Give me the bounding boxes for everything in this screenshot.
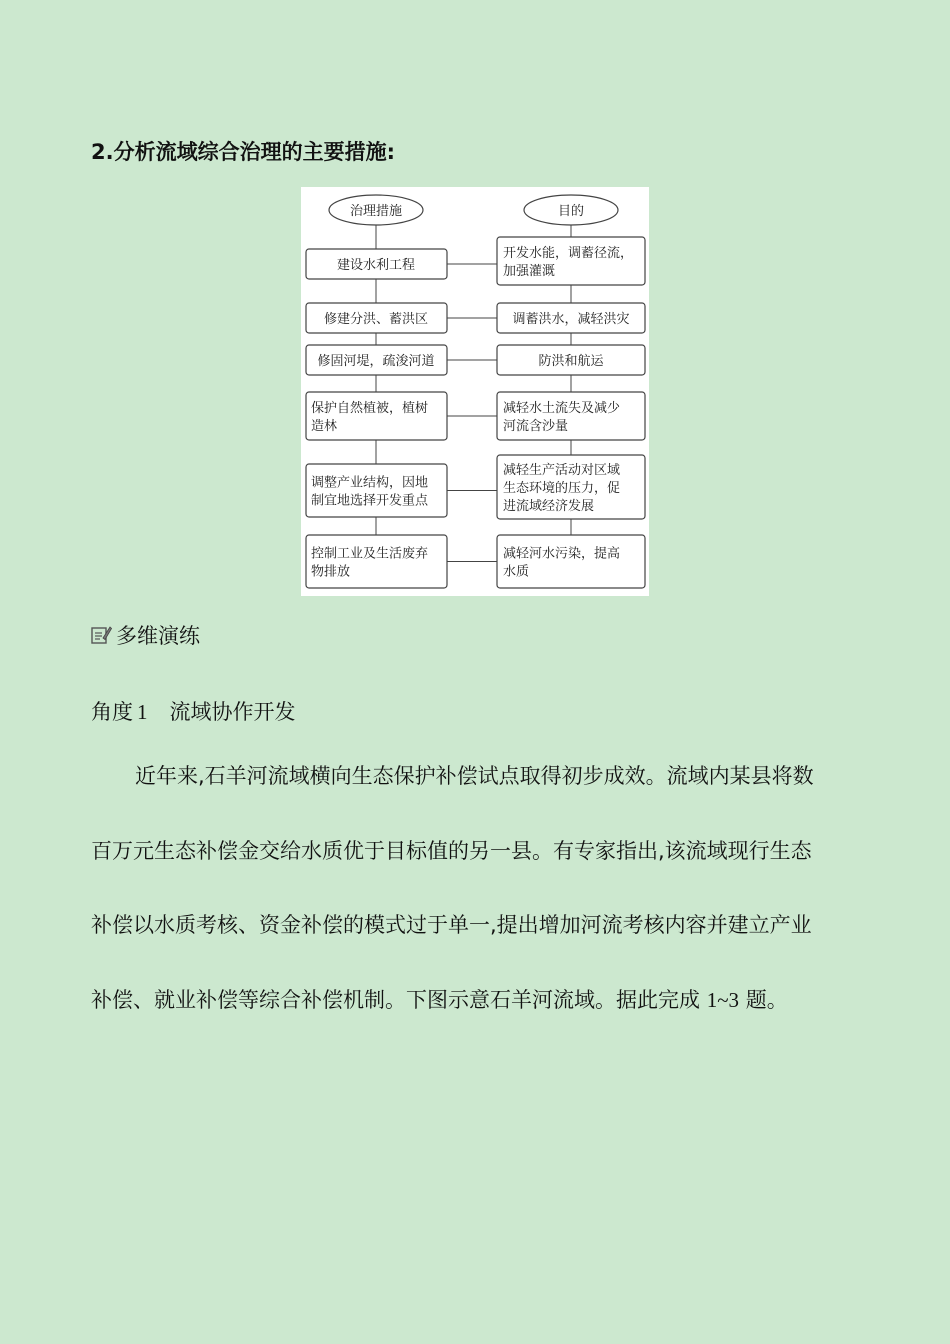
paragraph-tail: 题。: [739, 987, 788, 1012]
angle-prefix: 角度: [91, 700, 133, 724]
purpose-text: 生态环境的压力，促: [503, 481, 621, 496]
paragraph-line-text: 补偿、就业补偿等综合补偿机制。下图示意石羊河流域。据此完成: [91, 987, 707, 1012]
flow-diagram-svg: [301, 187, 649, 596]
purpose-text: 水质: [503, 564, 530, 580]
measure-text: 修建分洪、蓄洪区: [323, 312, 429, 327]
practice-title: 多维演练: [116, 624, 200, 648]
angle-title: 流域协作开发: [169, 700, 296, 724]
measure-text: 造林: [311, 419, 338, 434]
purpose-text: 进流域经济发展: [503, 499, 595, 514]
measure-text: 物排放: [311, 564, 351, 580]
measure-text: 保护自然植被，植树: [311, 401, 429, 416]
measure-box: [306, 464, 447, 517]
purpose-text: 减轻生产活动对区域: [503, 463, 621, 478]
measure-text: 控制工业及生活废弃: [311, 546, 429, 562]
measure-text: 修固河堤，疏浚河道: [317, 354, 435, 369]
right-header-text: 目的: [557, 204, 585, 219]
note-edit-icon: [90, 624, 112, 646]
paragraph-line: 近年来,石羊河流域横向生态保护补偿试点取得初步成效。流域内某县将数: [135, 764, 814, 788]
purpose-text: 加强灌溉: [503, 264, 556, 279]
paragraph-line: 补偿以水质考核、资金补偿的模式过于单一,提出增加河流考核内容并建立产业: [91, 913, 812, 937]
section-heading: 2.分析流域综合治理的主要措施:: [91, 140, 395, 164]
purpose-text: 减轻河水污染，提高: [503, 546, 621, 562]
measure-text: 调整产业结构，因地: [311, 475, 429, 491]
paragraph-line-last: [91, 976, 871, 1051]
measure-text: 建设水利工程: [336, 258, 416, 273]
left-header-text: 治理措施: [349, 204, 403, 219]
practice-header: [90, 620, 200, 650]
purpose-box: [497, 535, 645, 588]
paragraph-line: 百万元生态补偿金交给水质优于目标值的另一县。有专家指出,该流域现行生态: [91, 838, 812, 863]
purpose-text: 防洪和航运: [538, 354, 604, 369]
measure-text: 制宜地选择开发重点: [311, 493, 429, 509]
measures-purpose-diagram: [301, 187, 649, 596]
purpose-text: 河流含沙量: [503, 419, 569, 434]
purpose-text: 开发水能，调蓄径流，: [503, 246, 634, 261]
question-range: 1~3: [706, 987, 740, 1012]
angle-number: 1: [137, 700, 148, 724]
purpose-text: 减轻水土流失及减少: [503, 401, 621, 416]
purpose-text: 调蓄洪水，减轻洪灾: [512, 312, 630, 327]
question-paragraph: [91, 752, 871, 1050]
angle-heading: [91, 696, 296, 726]
measure-box: [306, 535, 447, 588]
